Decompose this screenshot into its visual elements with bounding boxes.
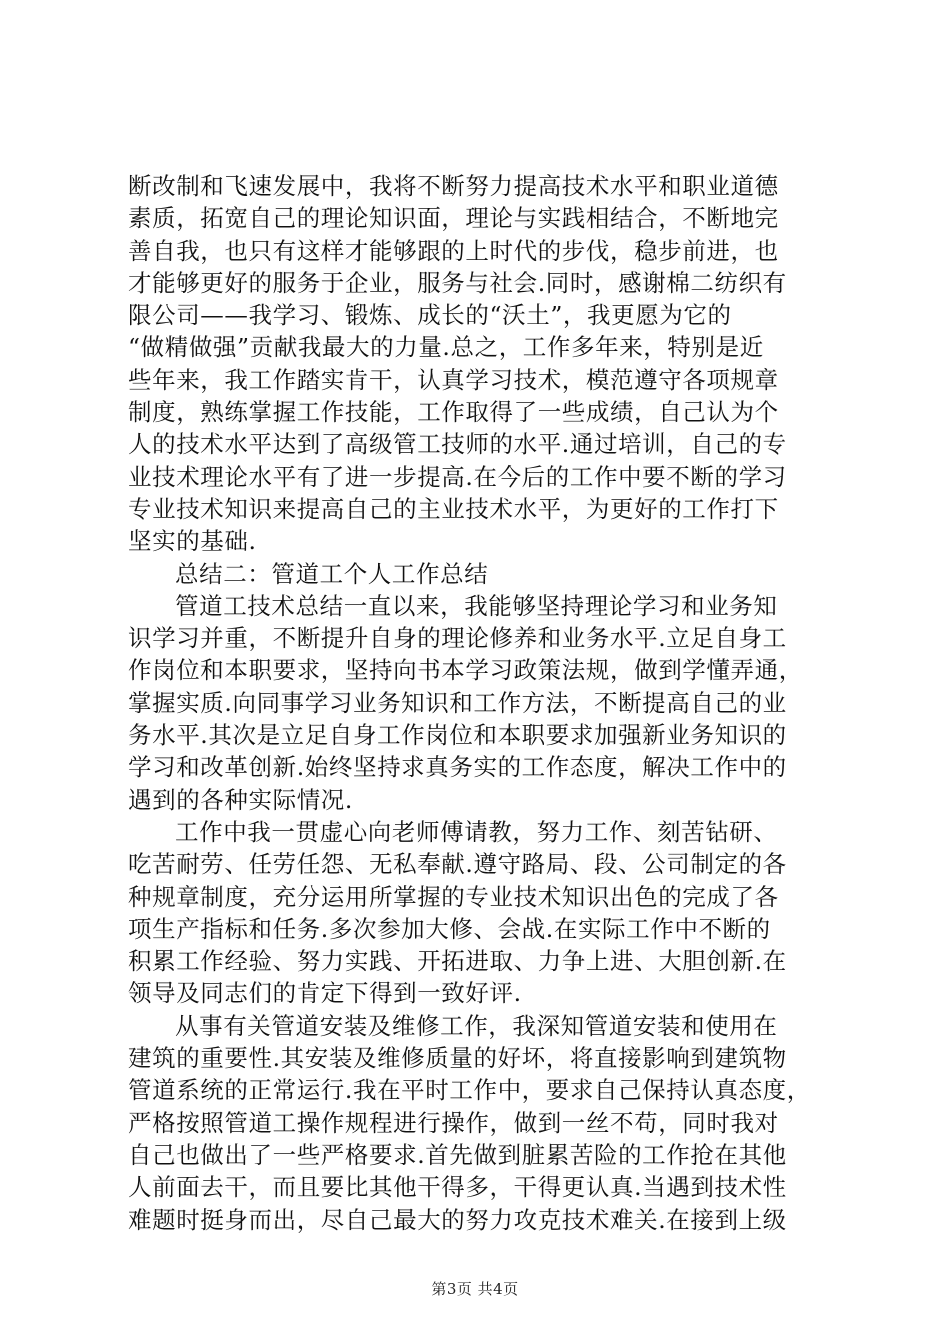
text-line: 务水平.其次是立足自身工作岗位和本职要求加强新业务知识的 <box>128 721 787 750</box>
text-line: 人前面去干，而且要比其他干得多，干得更认真.当遇到技术性 <box>128 1173 787 1202</box>
text-line: 工作中我一贯虚心向老师傅请教，努力工作、刻苦钻研、 <box>175 817 778 846</box>
text-line: 善自我，也只有这样才能够跟的上时代的步伐，稳步前进，也 <box>128 236 779 265</box>
text-line: 制度，熟练掌握工作技能，工作取得了一些成绩，自己认为个 <box>128 398 779 427</box>
text-line: 种规章制度，充分运用所掌握的专业技术知识出色的完成了各 <box>128 882 779 911</box>
text-line: 坚实的基础. <box>128 527 257 556</box>
text-line: 管道系统的正常运行.我在平时工作中，要求自己保持认真态度， <box>128 1076 811 1105</box>
text-line: 领导及同志们的肯定下得到一致好评. <box>128 979 522 1008</box>
page-indicator: 第3页 共4页 <box>431 1280 519 1298</box>
text-line: 遇到的各种实际情况. <box>128 785 353 814</box>
text-line: 从事有关管道安装及维修工作，我深知管道安装和使用在 <box>175 1011 778 1040</box>
text-line: 学习和改革创新.始终坚持求真务实的工作态度，解决工作中的 <box>128 753 787 782</box>
text-line: 难题时挺身而出，尽自己最大的努力攻克技术难关.在接到上级 <box>128 1205 787 1234</box>
text-line: 人的技术水平达到了高级管工技师的水平.通过培训，自己的专 <box>128 430 787 459</box>
text-line: 业技术理论水平有了进一步提高.在今后的工作中要不断的学习 <box>128 462 787 491</box>
text-line: 识学习并重，不断提升自身的理论修养和业务水平.立足自身工 <box>128 624 787 653</box>
text-line: 才能够更好的服务于企业，服务与社会.同时，感谢棉二纺织有 <box>128 268 787 297</box>
text-line: 积累工作经验、努力实践、开拓进取、力争上进、大胆创新.在 <box>128 947 787 976</box>
text-line: 些年来，我工作踏实肯干，认真学习技术，模范遵守各项规章 <box>128 365 779 394</box>
text-line: 作岗位和本职要求，坚持向书本学习政策法规，做到学懂弄通， <box>128 656 803 685</box>
text-line: 管道工技术总结一直以来，我能够坚持理论学习和业务知 <box>175 591 778 620</box>
text-line: 建筑的重要性.其安装及维修质量的好坏，将直接影响到建筑物 <box>128 1044 787 1073</box>
document-body <box>128 170 828 1236</box>
section-heading: 总结二：管道工个人工作总结 <box>175 559 489 588</box>
text-line: 限公司——我学习、锻炼、成长的“沃土”，我更愿为它的 <box>128 301 732 330</box>
text-line: 吃苦耐劳、任劳任怨、无私奉献.遵守路局、段、公司制定的各 <box>128 850 787 879</box>
text-line: “做精做强”贡献我最大的力量.总之，工作多年来，特别是近 <box>128 333 764 362</box>
text-line: 项生产指标和任务.多次参加大修、会战.在实际工作中不断的 <box>128 914 771 943</box>
text-line: 素质，拓宽自己的理论知识面，理论与实践相结合，不断地完 <box>128 204 779 233</box>
text-line: 掌握实质.向同事学习业务知识和工作方法，不断提高自己的业 <box>128 688 787 717</box>
text-line: 自己也做出了一些严格要求.首先做到脏累苦险的工作抢在其他 <box>128 1140 787 1169</box>
text-line: 严格按照管道工操作规程进行操作，做到一丝不苟，同时我对 <box>128 1108 779 1137</box>
text-line: 断改制和飞速发展中，我将不断努力提高技术水平和职业道德 <box>128 172 779 200</box>
text-line: 专业技术知识来提高自己的主业技术水平，为更好的工作打下 <box>128 494 779 523</box>
